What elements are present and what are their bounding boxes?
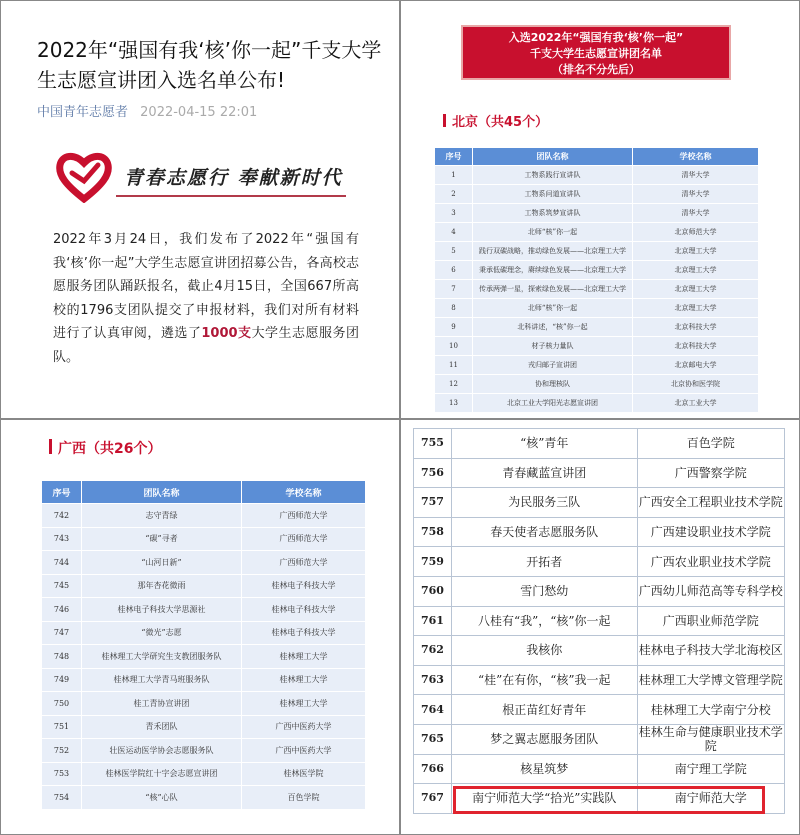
row-team-name: 青春藏蓝宣讲团 bbox=[451, 458, 637, 488]
row-index: 745 bbox=[42, 574, 82, 598]
table-row bbox=[435, 261, 759, 280]
row-school-name: 南宁理工学院 bbox=[637, 754, 784, 784]
row-index: 10 bbox=[435, 337, 473, 356]
row-school-name: 广西警察学院 bbox=[637, 458, 784, 488]
col-header-index: 序号 bbox=[42, 481, 82, 504]
row-school-name: 桂林理工大学 bbox=[242, 645, 366, 669]
row-index: 744 bbox=[42, 551, 82, 575]
row-index: 11 bbox=[435, 356, 473, 375]
row-team-name: 北师“核”你一起 bbox=[473, 223, 633, 242]
row-team-name: 工物系践行宣讲队 bbox=[473, 166, 633, 185]
table-row bbox=[435, 204, 759, 223]
row-school-name: 北京协和医学院 bbox=[633, 375, 759, 394]
row-team-name: 工物系筑梦宣讲队 bbox=[473, 204, 633, 223]
row-school-name: 桂林电子科技大学 bbox=[242, 574, 366, 598]
table-row bbox=[414, 665, 785, 695]
row-school-name: 广西建设职业技术学院 bbox=[637, 517, 784, 547]
row-team-name: 秉承低碳理念，赓续绿色发展——北京理工大学 bbox=[473, 261, 633, 280]
row-index: 9 bbox=[435, 318, 473, 337]
article-meta bbox=[37, 101, 257, 120]
table-row bbox=[42, 527, 366, 551]
table-row bbox=[414, 517, 785, 547]
heading-bar bbox=[443, 114, 446, 127]
row-team-name: 春天使者志愿服务队 bbox=[451, 517, 637, 547]
row-school-name: 广西中医药大学 bbox=[242, 739, 366, 763]
row-team-name: 那年杏花微雨 bbox=[82, 574, 242, 598]
row-school-name: 桂林电子科技大学北海校区 bbox=[637, 636, 784, 666]
table-row bbox=[435, 356, 759, 375]
row-index: 755 bbox=[414, 429, 452, 459]
row-index: 761 bbox=[414, 606, 452, 636]
row-team-name: “微光”志愿 bbox=[82, 621, 242, 645]
table-row bbox=[414, 547, 785, 577]
row-school-name: 清华大学 bbox=[633, 185, 759, 204]
row-index: 1 bbox=[435, 166, 473, 185]
row-index: 767 bbox=[414, 784, 452, 814]
table-row bbox=[435, 185, 759, 204]
row-school-name: 百色学院 bbox=[637, 429, 784, 459]
row-school-name: 清华大学 bbox=[633, 166, 759, 185]
table-row bbox=[435, 166, 759, 185]
row-school-name: 广西师范大学 bbox=[242, 527, 366, 551]
row-team-name: 北京工业大学阳光志愿宣讲团 bbox=[473, 394, 633, 413]
row-school-name: 桂林理工大学 bbox=[242, 692, 366, 716]
row-school-name: 北京理工大学 bbox=[633, 242, 759, 261]
row-index: 7 bbox=[435, 280, 473, 299]
row-team-name: 戎归邮子宣讲团 bbox=[473, 356, 633, 375]
beijing-heading bbox=[443, 111, 548, 130]
table-row bbox=[435, 299, 759, 318]
row-school-name: 北京科技大学 bbox=[633, 318, 759, 337]
row-index: 3 bbox=[435, 204, 473, 223]
row-team-name: 桂林医学院红十字会志愿宣讲团 bbox=[82, 762, 242, 786]
row-team-name: 青禾团队 bbox=[82, 715, 242, 739]
row-school-name: 北京科技大学 bbox=[633, 337, 759, 356]
guangxi-cont-table bbox=[413, 428, 785, 814]
row-team-name: 践行双碳战略，推动绿色发展——北京理工大学 bbox=[473, 242, 633, 261]
row-index: 4 bbox=[435, 223, 473, 242]
col-header-team: 团队名称 bbox=[473, 148, 633, 166]
row-school-name: 桂林电子科技大学 bbox=[242, 621, 366, 645]
volunteer-banner bbox=[56, 151, 346, 207]
row-team-name: 梦之翼志愿服务团队 bbox=[451, 724, 637, 754]
row-school-name: 清华大学 bbox=[633, 204, 759, 223]
guangxi-table-body bbox=[42, 504, 366, 810]
row-index: 5 bbox=[435, 242, 473, 261]
table-row bbox=[414, 576, 785, 606]
row-school-name: 北京师范大学 bbox=[633, 223, 759, 242]
table-row bbox=[435, 375, 759, 394]
table-row bbox=[414, 636, 785, 666]
table-row bbox=[414, 458, 785, 488]
table-row bbox=[42, 786, 366, 810]
table-row bbox=[414, 488, 785, 518]
row-team-name: 我核你 bbox=[451, 636, 637, 666]
article-body bbox=[53, 228, 359, 369]
table-row bbox=[414, 695, 785, 725]
table-row bbox=[42, 574, 366, 598]
article-highlight-count: 1000支 bbox=[201, 326, 252, 341]
row-index: 750 bbox=[42, 692, 82, 716]
row-index: 754 bbox=[42, 786, 82, 810]
row-school-name: 桂林电子科技大学 bbox=[242, 598, 366, 622]
article-title: 2022年“强国有我‘核’你一起”千支大学生志愿宣讲团入选名单公布! bbox=[37, 38, 382, 92]
row-team-name: 桂林电子科技大学思源社 bbox=[82, 598, 242, 622]
row-index: 6 bbox=[435, 261, 473, 280]
row-school-name: 广西师范大学 bbox=[242, 504, 366, 528]
row-team-name: 材子核力量队 bbox=[473, 337, 633, 356]
row-index: 753 bbox=[42, 762, 82, 786]
row-index: 743 bbox=[42, 527, 82, 551]
row-school-name: 广西中医药大学 bbox=[242, 715, 366, 739]
row-team-name: “碳”寻者 bbox=[82, 527, 242, 551]
article-panel bbox=[0, 0, 400, 419]
table-row bbox=[414, 429, 785, 459]
table-row bbox=[414, 724, 785, 754]
table-row bbox=[42, 551, 366, 575]
row-index: 760 bbox=[414, 576, 452, 606]
row-team-name: 为民服务三队 bbox=[451, 488, 637, 518]
col-header-team: 团队名称 bbox=[82, 481, 242, 504]
row-index: 759 bbox=[414, 547, 452, 577]
row-team-name: “山河日新” bbox=[82, 551, 242, 575]
row-team-name: 桂林理工大学研究生支教团服务队 bbox=[82, 645, 242, 669]
row-team-name: 工物系问道宣讲队 bbox=[473, 185, 633, 204]
col-header-index: 序号 bbox=[435, 148, 473, 166]
table-row bbox=[42, 692, 366, 716]
banner-rule bbox=[116, 195, 346, 197]
table-row bbox=[42, 504, 366, 528]
row-index: 766 bbox=[414, 754, 452, 784]
table-row bbox=[435, 242, 759, 261]
row-school-name: 北京工业大学 bbox=[633, 394, 759, 413]
row-school-name: 广西师范大学 bbox=[242, 551, 366, 575]
row-school-name: 桂林医学院 bbox=[242, 762, 366, 786]
row-team-name: 八桂有“我”，“核”你一起 bbox=[451, 606, 637, 636]
guangxi-table bbox=[41, 480, 366, 810]
notice-title-box bbox=[461, 25, 731, 80]
beijing-table bbox=[434, 147, 759, 413]
row-index: 742 bbox=[42, 504, 82, 528]
beijing-table-body bbox=[435, 166, 759, 413]
row-team-name: 南宁师范大学“拾光”实践队 bbox=[451, 784, 637, 814]
table-row bbox=[435, 318, 759, 337]
beijing-panel bbox=[400, 0, 800, 419]
row-team-name: 北科讲述，“核”你一起 bbox=[473, 318, 633, 337]
row-school-name: 百色学院 bbox=[242, 786, 366, 810]
row-index: 747 bbox=[42, 621, 82, 645]
highlight-frame bbox=[453, 786, 765, 814]
table-row bbox=[42, 739, 366, 763]
row-index: 763 bbox=[414, 665, 452, 695]
row-index: 13 bbox=[435, 394, 473, 413]
row-index: 758 bbox=[414, 517, 452, 547]
heading-bar bbox=[49, 439, 52, 454]
table-row bbox=[414, 606, 785, 636]
row-team-name: 传承两弹一星，探索绿色发展——北京理工大学 bbox=[473, 280, 633, 299]
row-school-name: 广西幼儿师范高等专科学校 bbox=[637, 576, 784, 606]
table-row bbox=[42, 645, 366, 669]
row-team-name: 雪门愁幼 bbox=[451, 576, 637, 606]
table-row bbox=[42, 715, 366, 739]
row-team-name: “桂”在有你，“核”我一起 bbox=[451, 665, 637, 695]
row-school-name: 南宁师范大学 bbox=[637, 784, 784, 814]
beijing-heading-text: 北京（共45个） bbox=[452, 115, 549, 130]
row-school-name: 北京理工大学 bbox=[633, 299, 759, 318]
col-header-school: 学校名称 bbox=[633, 148, 759, 166]
notice-line-2: 千支大学生志愿宣讲团名单 bbox=[530, 47, 662, 60]
row-index: 2 bbox=[435, 185, 473, 204]
row-school-name: 桂林生命与健康职业技术学院 bbox=[638, 725, 783, 754]
article-body-ending: 大学生志愿服务团队。 bbox=[53, 326, 359, 365]
row-team-name: 桂林理工大学青马班服务队 bbox=[82, 668, 242, 692]
guangxi-heading-text: 广西（共26个） bbox=[58, 441, 162, 457]
row-team-name: 北师“核”你一起 bbox=[473, 299, 633, 318]
row-index: 757 bbox=[414, 488, 452, 518]
article-body-text: 2022年3月24日，我们发布了2022年“强国有我‘核’你一起”大学生志愿宣讲团招募公告，各高校志愿服务团队踊跃报名，截止4月15日，全国667所高校的1796支团队提交了申报材料，我们对所有材料进行了认真审阅，遴选了 bbox=[53, 232, 359, 341]
table-row bbox=[414, 754, 785, 784]
row-team-name: “核”青年 bbox=[451, 429, 637, 459]
row-school-name: 广西安全工程职业技术学院 bbox=[637, 488, 784, 518]
table-row bbox=[42, 598, 366, 622]
row-team-name: 志守青绿 bbox=[82, 504, 242, 528]
row-index: 748 bbox=[42, 645, 82, 669]
row-school-name: 桂林理工大学博文管理学院 bbox=[637, 665, 784, 695]
row-index: 8 bbox=[435, 299, 473, 318]
guangxi-panel bbox=[0, 419, 400, 835]
heart-hand-logo-icon bbox=[56, 151, 112, 203]
row-school-name: 桂林理工大学 bbox=[242, 668, 366, 692]
row-team-name: 开拓者 bbox=[451, 547, 637, 577]
row-school-name: 北京邮电大学 bbox=[633, 356, 759, 375]
row-index: 12 bbox=[435, 375, 473, 394]
guangxi-cont-table-body bbox=[414, 429, 785, 814]
table-row bbox=[435, 337, 759, 356]
row-school-name: 广西职业师范学院 bbox=[637, 606, 784, 636]
row-team-name: 协和理核队 bbox=[473, 375, 633, 394]
row-team-name: “核”心队 bbox=[82, 786, 242, 810]
table-row bbox=[435, 280, 759, 299]
guangxi-cont-panel bbox=[400, 419, 800, 835]
notice-line-3: （排名不分先后） bbox=[552, 63, 640, 76]
row-index: 751 bbox=[42, 715, 82, 739]
row-school-name: 北京理工大学 bbox=[633, 280, 759, 299]
row-school-name: 北京理工大学 bbox=[633, 261, 759, 280]
col-header-school: 学校名称 bbox=[242, 481, 366, 504]
guangxi-heading bbox=[49, 438, 161, 458]
row-school-name: 桂林理工大学南宁分校 bbox=[637, 695, 784, 725]
row-index: 764 bbox=[414, 695, 452, 725]
table-row bbox=[435, 223, 759, 242]
table-row bbox=[435, 394, 759, 413]
notice-line-1: 入选2022年“强国有我‘核’你一起” bbox=[508, 31, 684, 44]
article-source-link[interactable]: 中国青年志愿者 bbox=[37, 105, 129, 120]
row-school-name: 广西农业职业技术学院 bbox=[637, 547, 784, 577]
row-index: 765 bbox=[414, 724, 452, 754]
table-row bbox=[42, 621, 366, 645]
row-index: 752 bbox=[42, 739, 82, 763]
row-team-name: 核星筑梦 bbox=[451, 754, 637, 784]
row-team-name: 桂工青协宣讲团 bbox=[82, 692, 242, 716]
row-index: 756 bbox=[414, 458, 452, 488]
table-row bbox=[42, 762, 366, 786]
row-team-name: 壮医运动医学协会志愿服务队 bbox=[82, 739, 242, 763]
row-index: 746 bbox=[42, 598, 82, 622]
article-datetime: 2022-04-15 22:01 bbox=[140, 105, 258, 120]
row-team-name: 根正苗红好青年 bbox=[451, 695, 637, 725]
row-index: 749 bbox=[42, 668, 82, 692]
table-row bbox=[42, 668, 366, 692]
banner-slogan: 青春志愿行 奉献新时代 bbox=[124, 167, 343, 189]
row-index: 762 bbox=[414, 636, 452, 666]
